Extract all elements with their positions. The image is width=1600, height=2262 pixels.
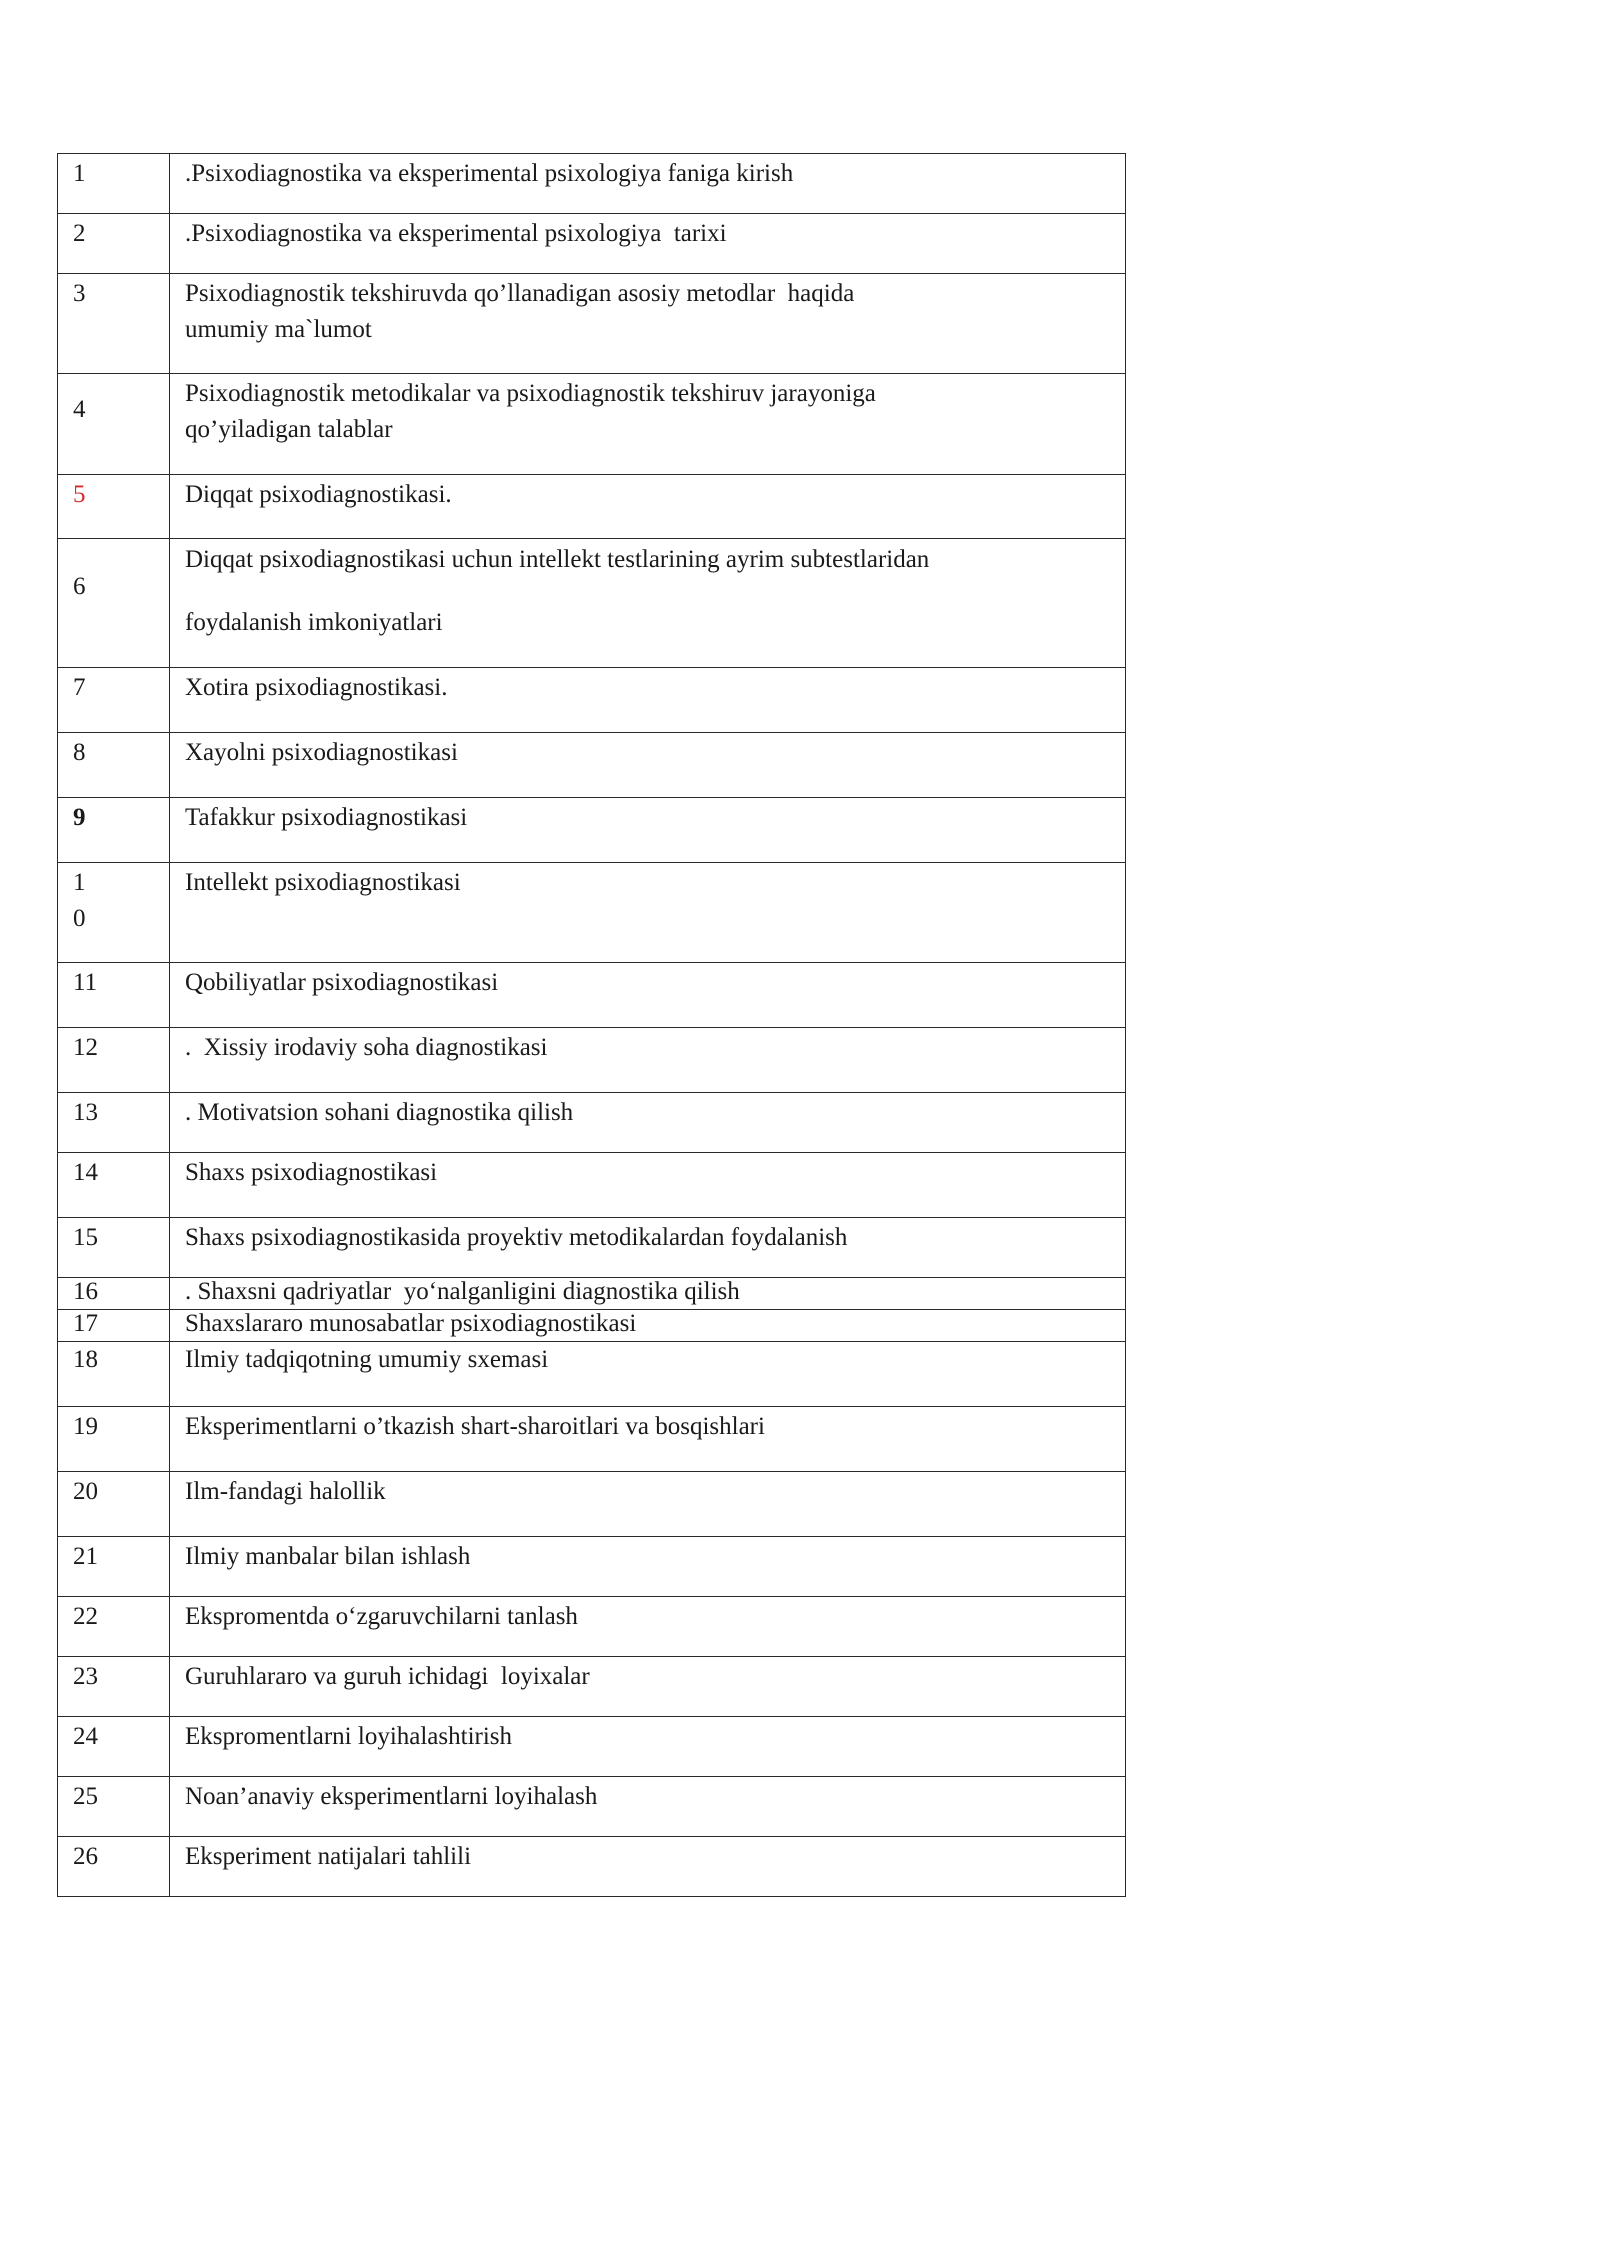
table-row: [58, 274, 1126, 374]
topic-text: Eksperimentlarni o’tkazish shart-sharoitlari va bosqishlari: [185, 1413, 765, 1440]
row-number: 19: [73, 1413, 98, 1440]
topic-text: Xotira psixodiagnostikasi.: [185, 674, 448, 701]
row-number-cell: [58, 668, 170, 733]
topic-cell: [170, 1028, 1126, 1093]
row-number-cell: [58, 374, 170, 475]
row-number-cell: [58, 1310, 170, 1342]
topic-text: Shaxs psixodiagnostikasi: [185, 1159, 438, 1186]
table-row: [58, 1342, 1126, 1407]
row-number-cell: [58, 475, 170, 539]
table-row: [58, 733, 1126, 798]
topic-cell: [170, 1537, 1126, 1597]
table-row: [58, 1218, 1126, 1278]
topic-cell: [170, 1278, 1126, 1310]
table-row: [58, 374, 1126, 475]
topic-cell: [170, 668, 1126, 733]
topic-cell: [170, 539, 1126, 668]
topic-text: Psixodiagnostik tekshiruvda qo’llanadigan asosiy metodlar haqida umumiy ma`lumot: [185, 280, 855, 343]
row-number-cell: [58, 1093, 170, 1153]
row-number-cell: [58, 1717, 170, 1777]
row-number: 7: [73, 674, 86, 701]
table-row: [58, 1153, 1126, 1218]
topic-text: Tafakkur psixodiagnostikasi: [185, 804, 468, 831]
topic-cell: [170, 1093, 1126, 1153]
row-number-cell: [58, 1777, 170, 1837]
topic-cell: [170, 863, 1126, 963]
row-number: 23: [73, 1663, 98, 1690]
table-row: [58, 1093, 1126, 1153]
topic-cell: [170, 1153, 1126, 1218]
row-number-cell: [58, 733, 170, 798]
topic-text: Eksperiment natijalari tahlili: [185, 1843, 472, 1870]
topic-text: . Motivatsion sohani diagnostika qilish: [185, 1099, 574, 1126]
table-row: [58, 1717, 1126, 1777]
row-number: 13: [73, 1099, 98, 1126]
topic-text: . Xissiy irodaviy soha diagnostikasi: [185, 1034, 548, 1061]
topic-cell: [170, 1218, 1126, 1278]
topic-cell: [170, 1597, 1126, 1657]
row-number: 12: [73, 1034, 98, 1061]
row-number: 16: [73, 1278, 98, 1305]
topic-text: Intellekt psixodiagnostikasi: [185, 869, 461, 896]
topic-text: Guruhlararo va guruh ichidagi loyixalar: [185, 1663, 590, 1690]
row-number: 18: [73, 1346, 98, 1373]
topic-text: .Psixodiagnostika va eksperimental psixologiya tarixi: [185, 220, 727, 247]
row-number: 5: [73, 481, 86, 508]
row-number: 20: [73, 1478, 98, 1505]
row-number: 25: [73, 1783, 98, 1810]
topic-cell: [170, 733, 1126, 798]
table-row: [58, 1278, 1126, 1310]
row-number: 17: [73, 1310, 98, 1337]
row-number-cell: [58, 1028, 170, 1093]
table-row: [58, 1657, 1126, 1717]
row-number: 4: [73, 396, 86, 423]
topic-cell: [170, 154, 1126, 214]
row-number-cell: [58, 274, 170, 374]
table-row: [58, 1310, 1126, 1342]
row-number-cell: [58, 1407, 170, 1472]
topic-text: .Psixodiagnostika va eksperimental psixologiya faniga kirish: [185, 160, 794, 187]
row-number: 9: [73, 804, 86, 831]
table-row: [58, 1777, 1126, 1837]
table-row: [58, 668, 1126, 733]
row-number: 24: [73, 1723, 98, 1750]
topic-cell: [170, 274, 1126, 374]
topic-text: Xayolni psixodiagnostikasi: [185, 739, 458, 766]
row-number: 26: [73, 1843, 98, 1870]
topic-text: Psixodiagnostik metodikalar va psixodiagnostik tekshiruv jarayoniga qo’yiladigan talablar: [185, 380, 876, 443]
topic-text: Diqqat psixodiagnostikasi.: [185, 481, 452, 508]
row-number: 3: [73, 280, 86, 307]
row-number: 21: [73, 1543, 98, 1570]
topic-text: Qobiliyatlar psixodiagnostikasi: [185, 969, 499, 996]
row-number-cell: [58, 963, 170, 1028]
topic-cell: [170, 1342, 1126, 1407]
row-number: 15: [73, 1224, 98, 1251]
row-number-cell: [58, 539, 170, 668]
row-number-cell: [58, 798, 170, 863]
row-number: 6: [73, 573, 86, 600]
topic-text: Ekspromentda o‘zgaruvchilarni tanlash: [185, 1603, 578, 1630]
topic-text: Ilmiy tadqiqotning umumiy sxemasi: [185, 1346, 549, 1373]
topic-cell: [170, 1657, 1126, 1717]
row-number-cell: [58, 863, 170, 963]
row-number: 1 0: [73, 869, 86, 932]
topic-cell: [170, 1837, 1126, 1897]
table-row: [58, 1537, 1126, 1597]
table-row: [58, 1472, 1126, 1537]
table-row: [58, 1597, 1126, 1657]
row-number-cell: [58, 1278, 170, 1310]
topic-text: Shaxs psixodiagnostikasida proyektiv metodikalardan foydalanish: [185, 1224, 848, 1251]
topic-text: Ilmiy manbalar bilan ishlash: [185, 1543, 471, 1570]
topic-text: Ilm-fandagi halollik: [185, 1478, 386, 1505]
row-number-cell: [58, 1597, 170, 1657]
row-number-cell: [58, 1537, 170, 1597]
topic-cell: [170, 798, 1126, 863]
table-row: [58, 214, 1126, 274]
table-row: [58, 798, 1126, 863]
topic-text: Shaxslararo munosabatlar psixodiagnostikasi: [185, 1310, 637, 1337]
row-number-cell: [58, 1153, 170, 1218]
row-number-cell: [58, 1472, 170, 1537]
topic-text: Ekspromentlarni loyihalashtirish: [185, 1723, 513, 1750]
row-number-cell: [58, 1218, 170, 1278]
topic-cell: [170, 374, 1126, 475]
row-number-cell: [58, 1342, 170, 1407]
table-row: [58, 539, 1126, 668]
topic-cell: [170, 1407, 1126, 1472]
table-row: [58, 863, 1126, 963]
row-number-cell: [58, 214, 170, 274]
row-number: 2: [73, 220, 86, 247]
row-number-cell: [58, 1657, 170, 1717]
table-row: [58, 963, 1126, 1028]
table-row: [58, 1837, 1126, 1897]
topics-table: [57, 153, 1126, 1897]
topic-cell: [170, 1472, 1126, 1537]
row-number: 22: [73, 1603, 98, 1630]
topic-cell: [170, 1310, 1126, 1342]
table-row: [58, 1407, 1126, 1472]
table-row: [58, 154, 1126, 214]
topic-text: Diqqat psixodiagnostikasi uchun intellekt testlarining ayrim subtestlaridan foydalanish imkoniyatlari: [185, 546, 930, 636]
topic-cell: [170, 963, 1126, 1028]
topic-text: Noan’anaviy eksperimentlarni loyihalash: [185, 1783, 598, 1810]
row-number-cell: [58, 154, 170, 214]
topic-cell: [170, 1777, 1126, 1837]
topic-cell: [170, 1717, 1126, 1777]
row-number-cell: [58, 1837, 170, 1897]
topic-cell: [170, 214, 1126, 274]
row-number: 14: [73, 1159, 98, 1186]
row-number: 11: [73, 969, 98, 996]
row-number: 8: [73, 739, 86, 766]
table-row: [58, 1028, 1126, 1093]
row-number: 1: [73, 160, 86, 187]
topic-text: . Shaxsni qadriyatlar yo‘nalganligini diagnostika qilish: [185, 1278, 740, 1305]
